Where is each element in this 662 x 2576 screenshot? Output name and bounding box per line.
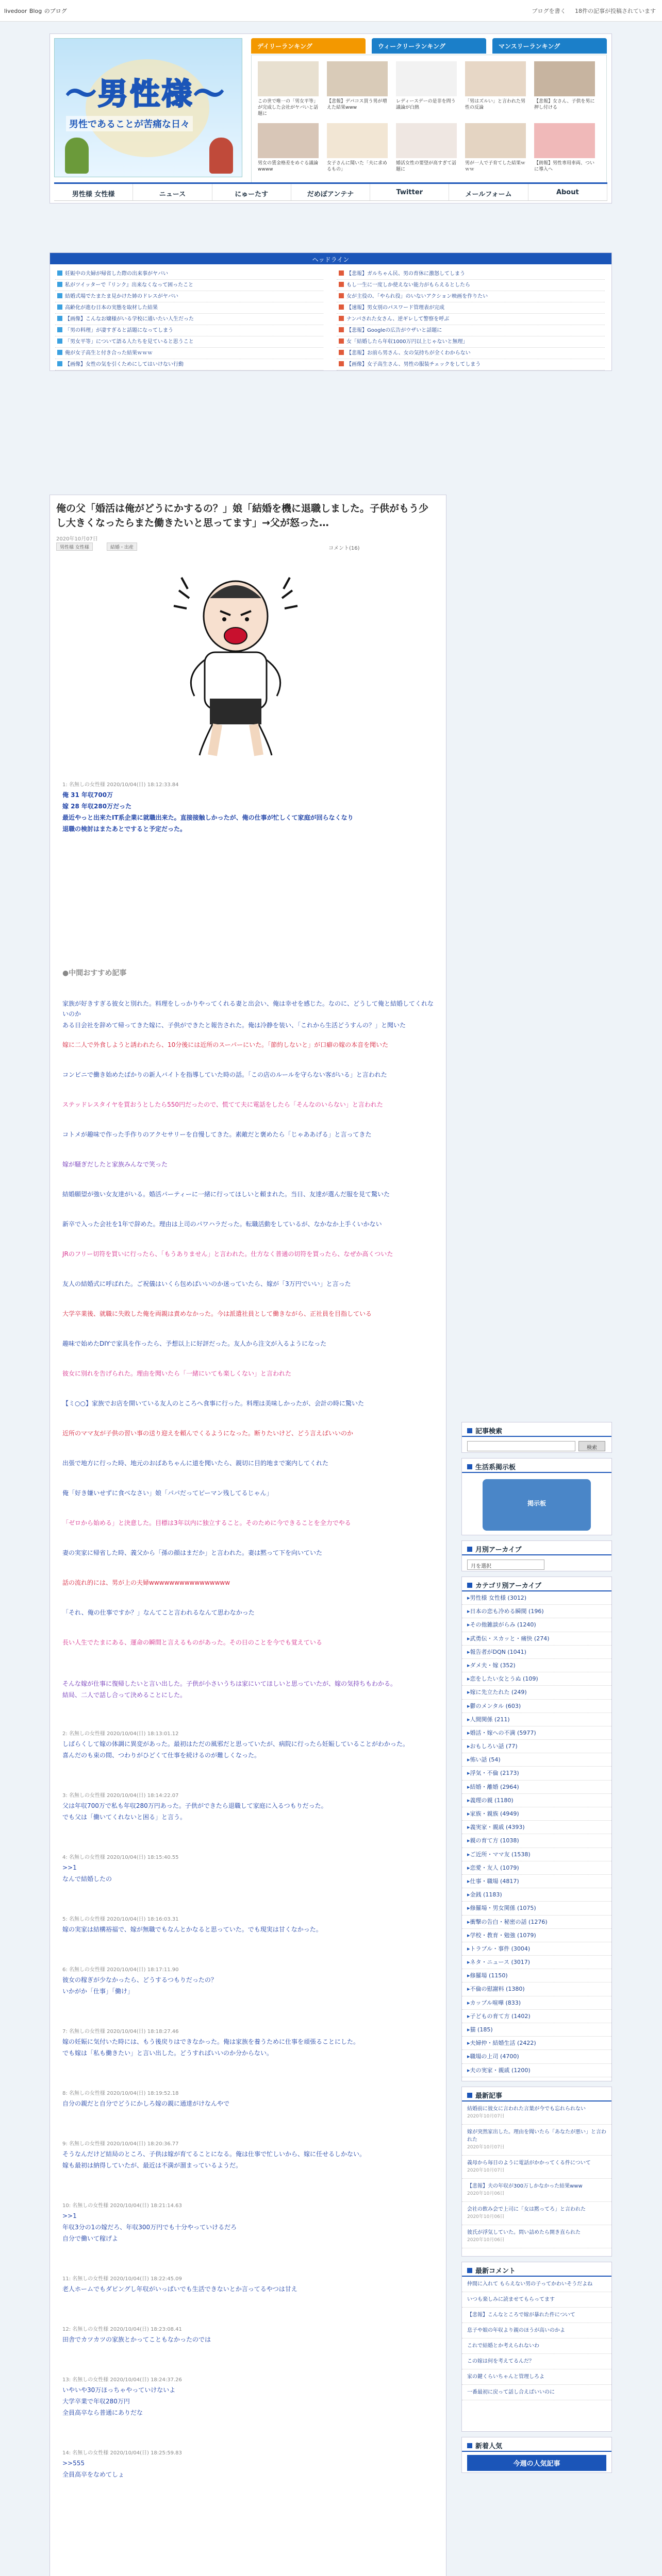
headline-link[interactable]: 「男の料理」が凄すぎると話題になってしまう (55, 325, 323, 336)
response-line: 【ミ○○】家族でお店を開いている友人のところへ食事に行った。料理は美味しかったが、会計の時に驚いた (62, 1400, 364, 1407)
posted-count-link[interactable]: 18件の記事が投稿されています (575, 8, 656, 14)
latest-article-title[interactable]: 彼氏が浮気していた。問い詰めたら開き直られた (467, 2230, 581, 2235)
response-line: 最近やっと出来たIT系企業に就職出来た。直接接触しかったが、俺の仕事が忙しくて家庭が回らなくなり (62, 814, 354, 821)
response-11 (62, 1278, 434, 1289)
tab-weekly-ranking[interactable]: ウィークリーランキング (372, 38, 486, 54)
response-header: 3: 名無しの女性様 2020/10/04(日) 18:14:22.07 (62, 1793, 179, 1799)
latest-article-link[interactable] (462, 2202, 611, 2225)
response-line: しばらくして嫁の体調に異変があった。最初はただの風邪だと思っていたが、病院に行ったら妊娠していることがわかった。 (62, 1740, 409, 1748)
nav-news[interactable]: ニュース (133, 184, 212, 200)
category-link[interactable]: ▸ ダメ夫・嫁 (352) (462, 1659, 611, 1672)
latest-article-title[interactable]: 義母から毎日のように電話がかかってくる件について (467, 2160, 591, 2166)
headline-title: ヘッドライン (50, 253, 611, 264)
category-link[interactable]: ▸ おもしろい話 (77) (462, 1740, 611, 1753)
response-6 (62, 1128, 434, 1140)
category-link[interactable]: ▸ 婚活・嫁への不満 (5977) (462, 1726, 611, 1740)
response-line: 嫁の実家は結構裕福で、嫁が無職でもなんとかなると思っていた。でも現実は甘くなかった。 (62, 1926, 322, 1933)
response-30 (62, 2028, 434, 2058)
headline-link[interactable]: 妊娠中の夫婦が帰省した際の出来事がヤバい (55, 268, 323, 280)
headline-link[interactable]: 私がツイッターで『リンク』出来なくなって困ったこと (55, 280, 323, 291)
headline-link[interactable]: 【速報】男女別のパスワード管理表が完成 (337, 302, 605, 314)
response-header: 12: 名無しの女性様 2020/10/04(日) 18:23:08.41 (62, 2327, 182, 2332)
write-blog-link[interactable]: ブログを書く (532, 8, 566, 14)
article-tag[interactable]: 結婚・出産 (107, 543, 137, 551)
article-title[interactable]: 俺の父「婚活は俺がどうにかするの？」娘「結婚を機に退職しました。子供がもう少し大きくなったらまた働きたいと思ってます」→父が怒った… (56, 503, 429, 529)
response-header: 13: 名無しの女性様 2020/10/04(日) 18:24:37.26 (62, 2377, 182, 2383)
response-line: 喜んだのも束の間、つわりがひどくて仕事を続けるのが難しくなった。 (62, 1752, 261, 1759)
response-24 (62, 1677, 434, 1700)
ranking-grid (251, 55, 607, 183)
top-bar (0, 0, 662, 22)
response-line: 妻の実家に帰省した時、義父から「孫の顔はまだか」と言われた。妻は黙って下を向いていた (62, 1549, 323, 1556)
response-line: コンビニで働き始めたばかりの新人バイトを指導していた時の話。「この店のルールを守らない客がいる」と言われた (62, 1071, 387, 1078)
category-link[interactable]: ▸ 怖い話 (54) (462, 1753, 611, 1767)
ranking-item[interactable]: この世で唯一の「男女平等」が完成した会社がヤバいと話題に (256, 59, 321, 116)
category-link[interactable]: ▸ ネタ・ニュース (3017) (462, 1956, 611, 1969)
response-line: 嫁も最初は納得していたが、最近は不満が溜まっているようだ。 (62, 2162, 242, 2169)
recent-comment-link[interactable]: 仲間に入れて もらえない男の子ってかわいそうだよね (462, 2277, 611, 2292)
headline-link[interactable]: 【画像】こんなお嬢様がいる学校に通いたい人生だった (55, 314, 323, 325)
latest-article-date: 2020年10月07日 (467, 2114, 505, 2119)
response-line: でも嫁は「私も働きたい」と言い出した。どうすればいいのか分からない。 (62, 2049, 273, 2057)
response-line: 大学卒業後、就職に失敗した俺を両親は責めなかった。今は派遣社員として働きながら、正社員を目指している (62, 1310, 372, 1317)
latest-article-title[interactable]: 嫁が突然家出した。理由を聞いたら「あなたが悪い」と言われた (467, 2129, 606, 2143)
response-line: そうなんだけど結局のところ、子供は嫁が育てることになる。俺は仕事で忙しいから、嫁に任せるしかない。 (62, 2150, 366, 2158)
response-9 (62, 1218, 434, 1229)
response-line: 新卒で入った会社を1年で辞めた。理由は上司のパワハラだった。転職活動をしているが、なかなか上手くいかない (62, 1221, 382, 1228)
response-25 (62, 1730, 434, 1760)
response-16 (62, 1427, 434, 1438)
latest-article-link[interactable] (462, 2125, 611, 2156)
category-link[interactable]: ▸ 仕事・職場 (4817) (462, 1875, 611, 1888)
response-line: 嫁 28 年収280万だった (62, 803, 132, 810)
response-line: 彼女の稼ぎが少なかったら、どうするつもりだったの？ (62, 1976, 217, 1984)
response-line: >>1 (62, 1864, 77, 1871)
recent-comment-link[interactable]: これで結婚とか考えられないわ (462, 2338, 611, 2354)
popular-box: 新着人気 今週の人気記事 (461, 2437, 612, 2473)
response-line: 退職の検討はまたあとですると予定だった。 (62, 825, 187, 833)
category-link[interactable]: ▸ 夫の実家・親戚 (1200) (462, 2064, 611, 2077)
article (49, 495, 446, 2576)
headline-link[interactable]: 【悲報】Googleの広告がウザいと話題に (337, 325, 605, 336)
category-link[interactable]: ▸ 義理の親 (1180) (462, 1794, 611, 1807)
response-21 (62, 1577, 434, 1588)
response-10 (62, 1248, 434, 1259)
headline-link[interactable]: 結婚式場でたまたま見かけた姉のドレスがヤバい (55, 291, 323, 302)
ranking-item[interactable]: 【朗報】男性専用車両、ついに導入へ (532, 121, 597, 178)
response-line: なんで結婚したの (62, 1875, 112, 1883)
latest-article-date: 2020年10月06日 (467, 2214, 505, 2219)
response-22 (62, 1606, 434, 1618)
recent-comment-link[interactable]: いつも楽しみに読ませてもらってます (462, 2292, 611, 2308)
response-line: 「それ、俺の仕事ですか？」なんてこと言われるなんて思わなかった (62, 1609, 255, 1616)
response-33 (62, 2202, 434, 2244)
response-line: でも父は「働いてくれないと困る」と言う。 (62, 1814, 187, 1821)
popular-banner[interactable]: 今週の人気記事 (467, 2455, 606, 2471)
response-line: 結局、二人で話し合って決めることにした。 (62, 1691, 187, 1699)
latest-article-title[interactable]: 会社の飲み会で上司に「女は黙ってろ」と言われた (467, 2207, 586, 2212)
response-line: 「ゼロから始める」と決意した。目標は3年以内に独立すること。そのために今できることを全力でやる (62, 1519, 351, 1527)
response-line: 田舎でカツカツの家族とかってこともなかったのでは (62, 2336, 211, 2343)
headline-link[interactable]: もし一生に一度しか使えない能力がもらえるとしたら (337, 280, 605, 291)
search-button[interactable]: 検索 (578, 1441, 605, 1451)
angry-man-illustration (158, 570, 313, 760)
headline-link[interactable]: 【画像】女子高生さん、男性の服装チェックをしてしまう (337, 359, 605, 370)
search-title: 記事検索 (475, 1428, 503, 1435)
response-header: 1: 名無しの女性様 2020/10/04(日) 18:12:33.84 (62, 782, 179, 788)
headline-link[interactable]: 【画像】女性の気を引くためにしてはいけない行動 (55, 359, 323, 370)
category-link[interactable]: ▸ 猫 (185) (462, 2023, 611, 2037)
category-link[interactable]: ▸ 修羅場・男女関係 (1075) (462, 1902, 611, 1915)
response-line: >>555 (62, 2460, 85, 2467)
tab-monthly-ranking[interactable]: マンスリーランキング (492, 38, 607, 54)
headline-link[interactable]: 女が主役の、「やられ役」のいないアクション映画を作りたい (337, 291, 605, 302)
comment-count[interactable]: コメント(16) (328, 546, 360, 551)
category-link[interactable]: ▸ ご近所・ママ友 (1538) (462, 1848, 611, 1861)
nav-category[interactable]: 男性様 女性様 (54, 184, 133, 200)
category-link[interactable]: ▸ 親の育て方 (1038) (462, 1834, 611, 1848)
response-3 (62, 1039, 434, 1050)
nav-antenna[interactable]: だめぽアンテナ (291, 184, 370, 200)
response-line: 彼女に別れを告げられた。理由を聞いたら「一緒にいても楽しくない」と言われた (62, 1370, 292, 1377)
category-link[interactable]: ▸ 子どもの育て方 (1402) (462, 2010, 611, 2023)
response-8 (62, 1188, 434, 1199)
response-34 (62, 2275, 434, 2294)
latest-article-link[interactable] (462, 2225, 611, 2248)
category-link[interactable]: ▸ 結婚・離婚 (2964) (462, 1781, 611, 1794)
response-line: 家族が好きすぎる彼女と別れた。料理をしっかりやってくれる妻と出会い、俺は幸せを感じた。なのに、どうして俺と結婚してくれないのか (62, 1000, 434, 1018)
response-line: 長い人生でたまにある、運命の瞬間と言えるものがあった。その日のことを今でも覚えている (62, 1639, 322, 1646)
site-logo[interactable] (54, 38, 242, 177)
category-link[interactable]: ▸ 嫁に先立たれた (249) (462, 1686, 611, 1699)
response-line: 嫁に二人で外食しようと誘われたら、10分後には近所のスーパーにいた。「節約しないと」が口癖の嫁の本音を聞いた (62, 1041, 389, 1048)
response-line: コトメが趣味で作った手作りのアクセサリーを自慢してきた。素敵だと褒めたら「じゃああげる」と言ってきた (62, 1131, 372, 1138)
response-line: ステッドレスタイヤを買おうとしたら550円だったので、慌てて夫に電話をしたら「そんなのいらない」と言われた (62, 1101, 383, 1108)
ranking-item[interactable]: 【悲報】女さん、子供を男に押し付ける (532, 59, 597, 116)
response-32 (62, 2140, 434, 2171)
response-27 (62, 1854, 434, 1884)
category-link[interactable]: ▸ トラブル・事件 (3004) (462, 1942, 611, 1956)
livedoor-logo[interactable]: livedoor Blog のブログ (4, 8, 67, 14)
response-15 (62, 1397, 434, 1409)
response-line: 俺 31 年収700万 (62, 791, 113, 799)
response-line: >>1 (62, 2212, 77, 2219)
response-header: 14: 名無しの女性様 2020/10/04(日) 18:25:59.83 (62, 2450, 182, 2456)
headline-link[interactable]: 【悲報】お前ら男さん、女の気持ちが全くわからない (337, 348, 605, 359)
response-line: 父は年収700万で私も年収280万円あった。子供ができたら退職して家庭に入るつもりだった。 (62, 1802, 327, 1809)
recent-comment-link[interactable]: 家の鍵くらいちゃんと管理しろよ (462, 2369, 611, 2385)
response-35 (62, 2326, 434, 2345)
response-line: 自分で働いて稼げよ (62, 2235, 119, 2242)
response-header: 9: 名無しの女性様 2020/10/04(日) 18:20:36.77 (62, 2141, 179, 2147)
headline-link[interactable]: 【悲報】ガルちゃん民、男の育休に激怒してしまう (337, 268, 605, 280)
category-link[interactable]: ▸ 夫婦仲・結婚生活 (2422) (462, 2037, 611, 2050)
ranking-item[interactable]: 婚活女性の要望が高すぎて話題に (394, 121, 459, 178)
latest-article-title[interactable]: 結婚前に彼女に言われた言葉が今でも忘れられない (467, 2106, 586, 2112)
response-36 (62, 2376, 434, 2418)
main-nav (54, 182, 607, 201)
response-line: 全員高卒をなめてしょ (62, 2471, 125, 2478)
logo-title: 〜男性様〜 (66, 76, 226, 111)
search-input[interactable] (467, 1441, 575, 1451)
comments-box: 最新コメント 仲間に入れて もらえない男の子ってかわいそうだよね いつも楽しみに読ませてもらってます 【悲報】こんなところで嫁が暴れた件について 息子や娘の年収より親のほうが高いのかよ これで結婚とか考えられないわ この嫁は何を考えてるんだ？ 家の鍵くらいちゃんと管理しろよ 一番最初に戻って話し合えばいいのに (461, 2262, 612, 2432)
recent-comment-link[interactable]: 【悲報】こんなところで嫁が暴れた件について (462, 2308, 611, 2323)
headline-link[interactable]: 俺が女子高生と付き合った結果ｗｗｗ (55, 348, 323, 359)
response-line: 趣味で始めたDIYで家具を作ったら、予想以上に好評だった。友人から注文が入るようになった (62, 1340, 327, 1347)
headline-link[interactable]: 高齢化が進む日本の実態を取材した結果 (55, 302, 323, 314)
category-link[interactable]: ▸ 修羅場 (1150) (462, 1969, 611, 1982)
logo-subtitle: 男性であることが苦痛な日々 (66, 116, 193, 131)
category-link[interactable]: ▸ その他雑談がらみ (1240) (462, 1618, 611, 1632)
latest-article-link[interactable] (462, 2156, 611, 2179)
response-4 (62, 1069, 434, 1080)
ranking-item[interactable]: 「男はズルい」と言われた男性の反論 (463, 59, 528, 116)
response-line: 全員高卒なら普通にありだな (62, 2409, 143, 2416)
response-29 (62, 1966, 434, 1996)
response-header: 10: 名無しの女性様 2020/10/04(日) 18:21:14.63 (62, 2203, 182, 2209)
response-7 (62, 1158, 434, 1170)
ranking-item[interactable]: 男が一人で子育てした結果ｗｗｗ (463, 121, 528, 178)
latest-article-title[interactable]: 【悲報】夫の年収が300万しかなかった結果www (467, 2183, 583, 2189)
response-18 (62, 1487, 434, 1498)
headline-link[interactable]: 女「結婚したら年収1000万円以上じゃないと無理」 (337, 336, 605, 348)
ranking-item[interactable]: 女子さんに聞いた「夫に求めるもの」 (325, 121, 390, 178)
category-link[interactable]: ▸ 日本の恋も冷める瞬間 (196) (462, 1605, 611, 1618)
response-header: 8: 名無しの女性様 2020/10/04(日) 18:19:52.18 (62, 2091, 179, 2096)
response-31 (62, 2090, 434, 2109)
response-line: ある日会社を辞めて帰ってきた嫁に、子供ができたと報告された。俺は冷静を装い、「これから生活どうすんの？」と聞いた (62, 1022, 406, 1029)
latest-article-date: 2020年10月07日 (467, 2168, 505, 2173)
response-line: 出張で地方に行った時、地元のおばあちゃんに道を聞いたら、親切に目的地まで案内してくれた (62, 1460, 329, 1467)
category-link[interactable]: ▸ 恋をしたい女とうぬ (109) (462, 1672, 611, 1686)
category-box: カテゴリ別アーカイブ ▸ 男性様 女性様 (3012) ▸ 日本の恋も冷める瞬間 (196) ▸ その他雑談がらみ (1240) ▸ 武勇伝・スカッと・痛快 (274) ▸ 報告者がDQN (1041) ▸ ダメ夫・嫁 (352) ▸ 恋をしたい女とうぬ (109) ▸ 嫁に先立たれた (249) ▸ 鬱のメンタル (603) ▸ 人間関係 (211) ▸ 婚活・嫁への不満 (5977) ▸ おもしろい話 (77) ▸ 怖い話 (54) ▸ 浮気・不倫 (2173) ▸ 結婚・離婚 (2964) ▸ 義理の親 (1180) ▸ 家族・親族 (4949) ▸ 義実家・親戚 (4393) ▸ 親の育て方 (1038) ▸ ご近所・ママ友 (1538) ▸ 恋愛・友人 (1079) ▸ 仕事・職場 (4817) ▸ 金銭 (1183) ▸ 修羅場・男女関係 (1075) ▸ 衝撃の告白・秘密の話 (1276) ▸ 学校・教育・勉強 (1079) ▸ トラブル・事件 (3004) ▸ ネタ・ニュース (3017) ▸ 修羅場 (1150) ▸ 不倫の慰謝料 (1380) ▸ カップル喧嘩 (833) ▸ 子どもの育て方 (1402) ▸ 猫 (185) ▸ 夫婦仲・結婚生活 (2422) ▸ 職場の上司 (4700) ▸ 夫の実家・親戚 (1200) (461, 1577, 612, 2081)
nav-about[interactable]: About (528, 184, 607, 200)
nav-mail-form[interactable]: メールフォーム (449, 184, 528, 200)
archive-box: 月別アーカイブ 月を選択 (461, 1540, 612, 1571)
category-link[interactable]: ▸ 浮気・不倫 (2173) (462, 1767, 611, 1780)
latest-article-link[interactable] (462, 2102, 611, 2125)
recent-comment-link[interactable]: 一番最初に戻って話し合えばいいのに (462, 2385, 611, 2400)
response-header: 5: 名無しの女性様 2020/10/04(日) 18:16:03.31 (62, 1917, 179, 1922)
ranking-item[interactable]: レディースデーの是非を問う議論が白熱 (394, 59, 459, 116)
response-23 (62, 1636, 434, 1648)
response-line: 大学卒業で年収280万円 (62, 2398, 130, 2405)
response-20 (62, 1547, 434, 1558)
recent-comment-link[interactable]: この嫁は何を考えてるんだ？ (462, 2354, 611, 2369)
category-link[interactable]: ▸ カップル喧嘩 (833) (462, 1996, 611, 2010)
category-link[interactable]: ▸ 恋愛・友人 (1079) (462, 1861, 611, 1875)
response-28 (62, 1916, 434, 1935)
category-link[interactable]: ▸ 報告者がDQN (1041) (462, 1646, 611, 1659)
response-line: いかがか「仕事」「働け」 (62, 1988, 134, 1995)
response-header: 2: 名無しの女性様 2020/10/04(日) 18:13:01.12 (62, 1731, 179, 1737)
latest-article-link[interactable] (462, 2179, 611, 2202)
tab-daily-ranking[interactable]: デイリーランキング (251, 38, 366, 54)
response-12 (62, 1308, 434, 1319)
category-link[interactable]: ▸ 男性様 女性様 (3012) (462, 1591, 611, 1605)
headline-link[interactable]: 「男女平等」について語る人たちを見ていると思うこと (55, 336, 323, 348)
response-13 (62, 1337, 434, 1349)
search-box (461, 1422, 612, 1453)
response-line: 老人ホームでもダビングし年収がいっぱいでも生活できないとか言ってるやつは甘え (62, 2285, 297, 2293)
response-line: 嫁が騒ぎだしたと家族みんなで笑った (62, 1161, 168, 1168)
response-5 (62, 1098, 434, 1110)
archive-select[interactable]: 月を選択 (467, 1560, 544, 1570)
headline-box (49, 252, 612, 371)
site-header (49, 33, 612, 204)
category-link[interactable]: ▸ 家族・親族 (4949) (462, 1807, 611, 1821)
headline-link[interactable]: ナンパされた女さん、逆ギレして警察を呼ぶ (337, 314, 605, 325)
response-line: 俺「好き嫌いせずに食べなさい」娘「パパだってピーマン残してるじゃん」 (62, 1489, 273, 1497)
category-link[interactable]: ▸ 人間関係 (211) (462, 1713, 611, 1726)
response-header: ●中間おすすめ記事 (62, 969, 127, 977)
recent-comment-link[interactable]: 息子や娘の年収より親のほうが高いのかよ (462, 2323, 611, 2338)
latest-article-date: 2020年10月07日 (467, 2145, 505, 2150)
response-14 (62, 1367, 434, 1379)
latest-article-date: 2020年10月06日 (467, 2191, 505, 2196)
response-line: 近所のママ友が子供の習い事の送り迎えを頼んでくるようになった。断りたいけど、どう言えばいいのか (62, 1430, 354, 1437)
category-link[interactable]: ▸ 職場の上司 (4700) (462, 2050, 611, 2063)
response-line: そんな嫁が仕事に復帰したいと言い出した。子供が小さいうちは家にいてほしいと思っていたが、嫁の気持ちもわかる。 (62, 1680, 397, 1687)
article-tag[interactable]: 男性様 女性様 (56, 543, 93, 551)
response-line: 結婚願望が強い女友達がいる。婚活パーティーに一緒に行ってほしいと頼まれた。当日、友達が選んだ服を見て驚いた (62, 1191, 390, 1198)
antenna-box: 生活系掲示板 掲示板 (461, 1458, 612, 1535)
ranking-item[interactable]: 男女の賃金格差をめぐる議論wwww (256, 121, 321, 178)
response-header: 6: 名無しの女性様 2020/10/04(日) 18:17:11.90 (62, 1967, 179, 1973)
response-0 (62, 781, 434, 834)
nav-twitter[interactable]: Twitter (370, 184, 449, 200)
category-link[interactable]: ▸ 不倫の慰謝料 (1380) (462, 1982, 611, 1996)
category-link[interactable]: ▸ 学校・教育・勉強 (1079) (462, 1929, 611, 1942)
response-17 (62, 1457, 434, 1468)
category-link[interactable]: ▸ 武勇伝・スカッと・痛快 (274) (462, 1632, 611, 1646)
ranking-tabs (251, 38, 607, 54)
response-19 (62, 1517, 434, 1528)
response-line: 友人の結婚式に呼ばれた。ご祝儀はいくら包めばいいのか迷っていたら、嫁が「3万円でいい」と言った (62, 1280, 351, 1287)
response-line: 年収3分の1の嫁だろ、年収300万円でも十分やっていけるだろ (62, 2224, 237, 2231)
response-line: JRのフリー切符を買いに行ったら、「もうありません」と言われた。仕方なく普通の切符を買ったら、なぜか高くついた (62, 1250, 393, 1258)
response-1 (62, 970, 434, 977)
antenna-banner[interactable]: 掲示板 (483, 1479, 591, 1531)
article-date: 2020年10月07日 (56, 536, 98, 542)
response-2 (62, 997, 434, 1030)
latest-article-date: 2020年10月06日 (467, 2238, 505, 2243)
category-link[interactable]: ▸ 金銭 (1183) (462, 1888, 611, 1902)
response-line: 自分の親だと自分でどうにかしろ嫁の親に通達がけなんやで (62, 2100, 230, 2107)
response-line: 嫁の妊娠に気付いた時には、もう後戻りはできなかった。俺は家族を養うために仕事を頑張ることにした。 (62, 2038, 360, 2045)
response-26 (62, 1792, 434, 1822)
response-header: 11: 名無しの女性様 2020/10/04(日) 18:22:45.09 (62, 2276, 182, 2282)
latest-box: 最新記事 結婚前に彼女に言われた言葉が今でも忘れられない 2020年10月07日 嫁が突然家出した。理由を聞いたら「あなたが悪い」と言われた 2020年10月07日 義母から毎日のように電話がかかってくる件について 2020年10月07日 【悲報】夫の年収が300万しかなかった結果www 2020年10月06日 会社の飲み会で上司に「女は黙ってろ」と言われた 2020年10月06日 彼氏が浮気していた。問い詰めたら開き直られた 2020年10月06日 (461, 2087, 612, 2257)
response-line: いやいや30万ほっちゃやっていけないよ (62, 2386, 176, 2394)
ranking-item[interactable]: 【悲報】デパコス買う男が増えた結果www (325, 59, 390, 116)
category-link[interactable]: ▸ 鬱のメンタル (603) (462, 1700, 611, 1713)
category-link[interactable]: ▸ 義実家・親戚 (4393) (462, 1821, 611, 1834)
response-header: 4: 名無しの女性様 2020/10/04(日) 18:15:40.55 (62, 1855, 179, 1860)
response-line: 話の流れ的には、男が上の夫婦wwwwwwwwwwwwwwww (62, 1579, 230, 1586)
response-header: 7: 名無しの女性様 2020/10/04(日) 18:18:27.46 (62, 2029, 179, 2035)
category-link[interactable]: ▸ 衝撃の告白・秘密の話 (1276) (462, 1916, 611, 1929)
response-37 (62, 2449, 434, 2480)
nav-nyutas[interactable]: にゅーたす (212, 184, 291, 200)
